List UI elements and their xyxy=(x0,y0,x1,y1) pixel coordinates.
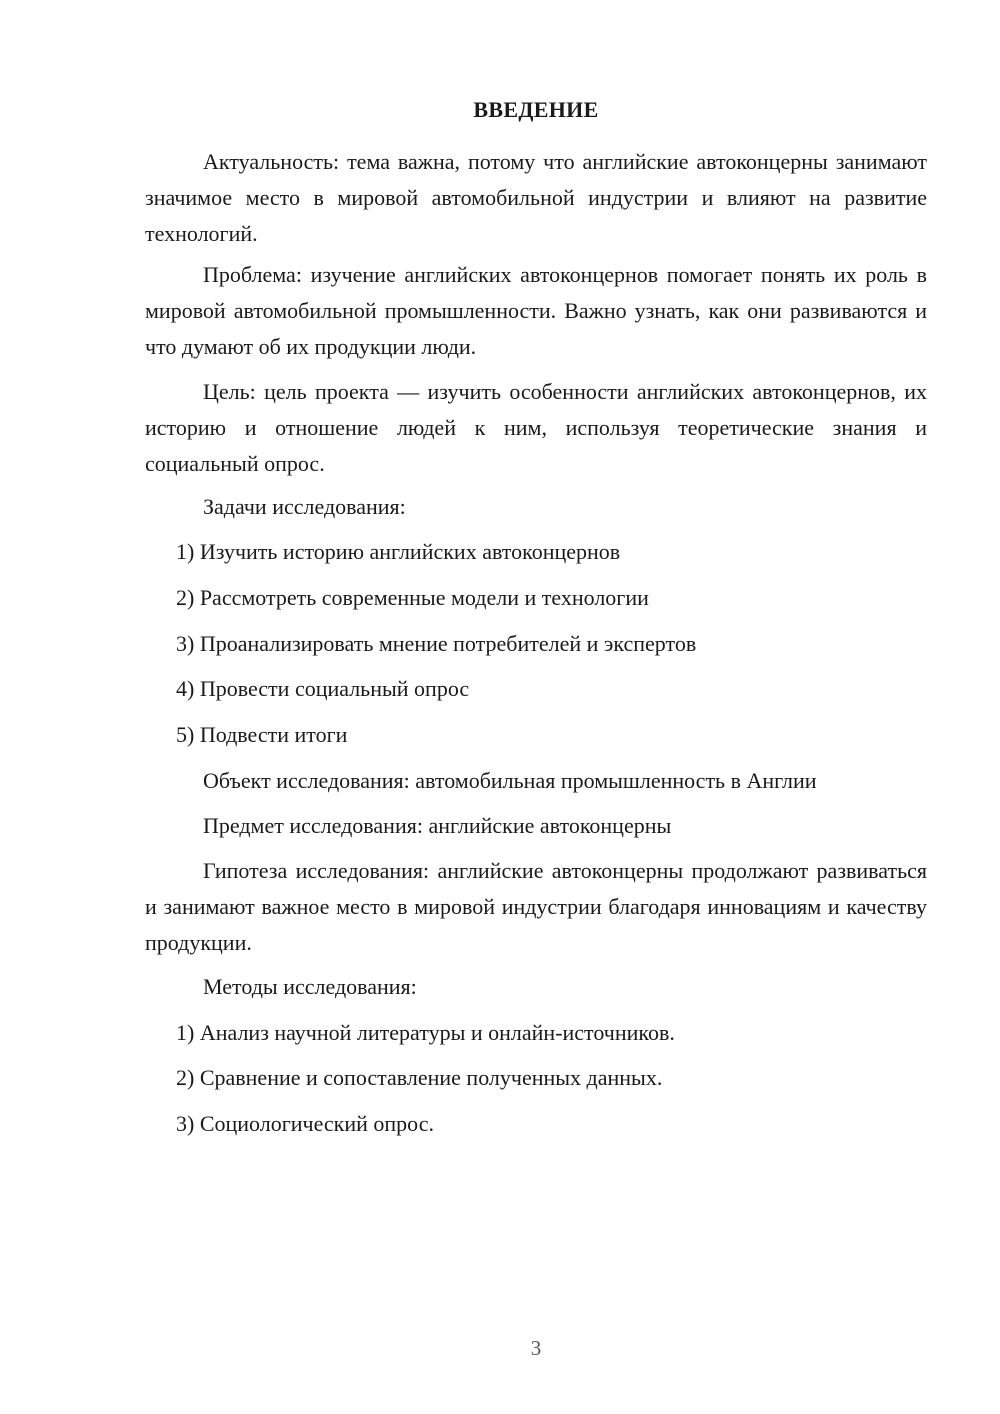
object-line: Объект исследования: автомобильная промышленность в Англии xyxy=(203,768,817,793)
page-number: 3 xyxy=(530,1336,542,1360)
methods-heading: Методы исследования: xyxy=(203,974,417,999)
method-item: 2) Сравнение и сопоставление полученных данных. xyxy=(176,1065,663,1090)
task-item: 5) Подвести итоги xyxy=(176,722,348,747)
tasks-heading: Задачи исследования: xyxy=(203,494,406,519)
method-item: 1) Анализ научной литературы и онлайн-источников. xyxy=(176,1020,675,1045)
hypothesis-paragraph: Гипотеза исследования: английские автоконцерны продолжают развиваться и занимают важное место в мировой индустрии благодаря инновациям и качеству продукции. xyxy=(145,858,927,955)
method-item: 3) Социологический опрос. xyxy=(176,1111,434,1136)
task-item: 1) Изучить историю английских автоконцернов xyxy=(176,539,621,564)
relevance-paragraph: Актуальность: тема важна, потому что английские автоконцерны занимают значимое место в мировой автомобильной индустрии и влияют на развитие технологий. xyxy=(145,149,927,246)
page-title: ВВЕДЕНИЕ xyxy=(473,97,599,122)
task-item: 2) Рассмотреть современные модели и технологии xyxy=(176,585,649,610)
problem-paragraph: Проблема: изучение английских автоконцернов помогает понять их роль в мировой автомобильной промышленности. Важно узнать, как они развиваются и что думают об их продукции люди. xyxy=(145,262,927,359)
task-item: 3) Проанализировать мнение потребителей и экспертов xyxy=(176,631,697,656)
task-item: 4) Провести социальный опрос xyxy=(176,676,470,701)
goal-paragraph: Цель: цель проекта — изучить особенности английских автоконцернов, их историю и отношение людей к ним, используя теоретические знания и социальный опрос. xyxy=(145,379,927,476)
subject-line: Предмет исследования: английские автоконцерны xyxy=(203,813,672,838)
